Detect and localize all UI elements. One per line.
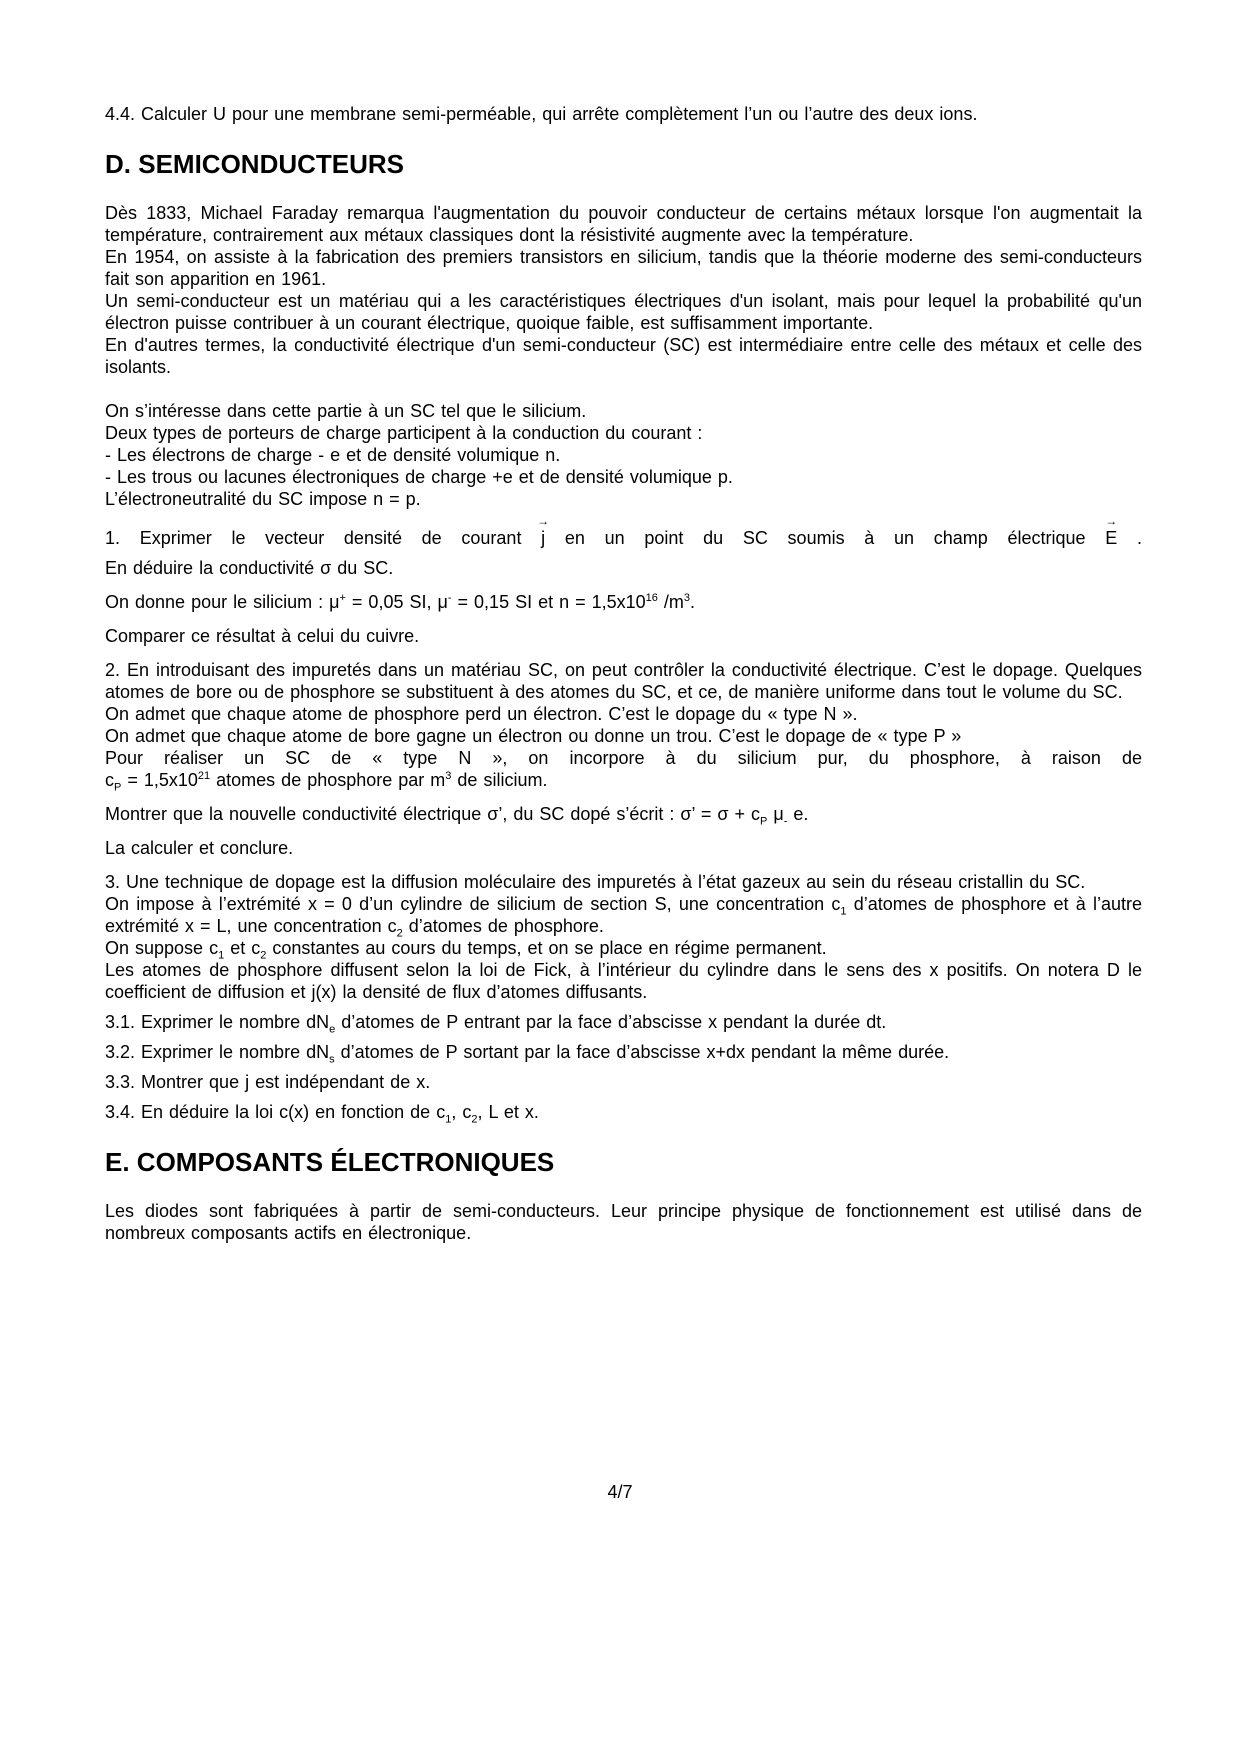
text-run: En déduire la conductivité σ du SC. (105, 558, 394, 578)
paragraph (105, 422, 1142, 444)
subscript-text: P (114, 781, 122, 794)
text-run: Un semi-conducteur est un matériau qui a les caractéristiques électriques d'un isolant, mais pour lequel la probabilité qu'un électron puisse contribuer à un courant électrique, quoique faible, est suffisamment importante. (105, 291, 1142, 333)
text-run: constantes au cours du temps, et on se place en régime permanent. (266, 938, 827, 958)
text-run: d’atomes de P sortant par la face d’abscisse x+dx pendant la même durée. (334, 1042, 950, 1062)
text-run: Dès 1833, Michael Faraday remarqua l'augmentation du pouvoir conducteur de certains métaux lorsque l'on augmentait la température, contrairement aux métaux classiques dont la résistivité augmente avec la température. (105, 203, 1142, 245)
paragraph (105, 625, 1142, 647)
text-run: . (1117, 528, 1142, 548)
section-heading (105, 149, 1142, 180)
text-run: 3.1. Exprimer le nombre dN (105, 1012, 330, 1032)
paragraph (105, 725, 1142, 747)
text-run: d’atomes de phosphore. (402, 916, 604, 936)
subscript-text: e (329, 1023, 336, 1036)
text-run: L’électroneutralité du SC impose n = p. (105, 489, 421, 509)
text-run: 3.4. En déduire la loi c(x) en fonction de c (105, 1102, 446, 1122)
paragraph (105, 488, 1142, 510)
paragraph (105, 557, 1142, 579)
vector-symbol: j → (541, 527, 545, 549)
text-run: et c (224, 938, 261, 958)
paragraph (105, 466, 1142, 488)
superscript-text: 3 (683, 592, 691, 604)
superscript-text: - (447, 592, 452, 604)
subscript-text: 2 (471, 1113, 478, 1126)
text-run: μ (767, 804, 784, 824)
document-body (105, 103, 1142, 1244)
text-run: c (105, 770, 114, 790)
text-run: e. (787, 804, 809, 824)
paragraph (105, 803, 1142, 828)
text-run: Les atomes de phosphore diffusent selon la loi de Fick, à l’intérieur du cylindre dans le sens des x positifs. On notera D le coefficient de diffusion et j(x) la densité de flux d’atomes diffusants. (105, 960, 1142, 1002)
paragraph (105, 769, 1142, 794)
text-run: On admet que chaque atome de bore gagne un électron ou donne un trou. C’est le dopage de « type P » (105, 726, 962, 746)
text-run: Deux types de porteurs de charge participent à la conduction du courant : (105, 423, 703, 443)
paragraph (105, 893, 1142, 940)
text-run: 3. Une technique de dopage est la diffusion moléculaire des impuretés à l’état gazeux au sein du réseau cristallin du SC. (105, 872, 1086, 892)
paragraph (105, 400, 1142, 422)
subscript-text: 2 (260, 949, 267, 962)
paragraph (105, 518, 1142, 549)
section-heading (105, 1147, 1142, 1178)
text-run: En 1954, on assiste à la fabrication des premiers transistors en silicium, tandis que la théorie moderne des semi-conducteurs fait son apparition en 1961. (105, 247, 1142, 289)
text-run: = 0,05 SI, μ (345, 592, 448, 612)
text-run: 1. Exprimer le vecteur densité de courant (105, 528, 542, 548)
subscript-text: 1 (840, 905, 847, 918)
paragraph (105, 871, 1142, 893)
text-run: On s’intéresse dans cette partie à un SC tel que le silicium. (105, 401, 587, 421)
text-run: E. COMPOSANTS ÉLECTRONIQUES (105, 1147, 555, 1177)
text-run: Les diodes sont fabriquées à partir de semi-conducteurs. Leur principe physique de fonctionnement est utilisé dans de nombreux composants actifs en électronique. (105, 1201, 1142, 1243)
text-run: = 0,15 SI et n = 1,5x10 (451, 592, 646, 612)
text-run: D. SEMICONDUCTEURS (105, 149, 405, 179)
subscript-text: 1 (445, 1113, 452, 1126)
superscript-text: 16 (645, 592, 658, 604)
paragraph (105, 1011, 1142, 1036)
subscript-text: - (783, 815, 788, 828)
superscript-text: 3 (445, 770, 452, 782)
text-run: 4.4. Calculer U pour une membrane semi-perméable, qui arrête complètement l’un ou l’autre des deux ions. (105, 104, 978, 124)
paragraph (105, 444, 1142, 466)
paragraph (105, 1101, 1142, 1126)
text-run: On admet que chaque atome de phosphore perd un électron. C’est le dopage du « type N ». (105, 704, 858, 724)
text-run: Comparer ce résultat à celui du cuivre. (105, 626, 420, 646)
paragraph (105, 334, 1142, 378)
paragraph (105, 202, 1142, 246)
paragraph (105, 246, 1142, 290)
paragraph (105, 659, 1142, 703)
text-run: , L et x. (477, 1102, 539, 1122)
text-run: - Les électrons de charge - e et de densité volumique n. (105, 445, 561, 465)
text-run: On suppose c (105, 938, 219, 958)
text-run: . (690, 592, 696, 612)
superscript-text: 21 (197, 770, 211, 782)
subscript-text: 1 (218, 949, 225, 962)
text-run: de silicium. (451, 770, 548, 790)
text-run: 2. En introduisant des impuretés dans un matériau SC, on peut contrôler la conductivité électrique. C’est le dopage. Quelques atomes de bore ou de phosphore se substituent à des atomes du SC, et ce, de manière uniforme dans tout le volume du SC. (105, 660, 1142, 702)
subscript-text: s (329, 1053, 335, 1066)
text-run: En d'autres termes, la conductivité électrique d'un semi-conducteur (SC) est intermédiaire entre celle des métaux et celle des isolants. (105, 335, 1142, 377)
paragraph (105, 103, 1142, 125)
superscript-text: + (339, 592, 346, 604)
paragraph (105, 290, 1142, 334)
paragraph (105, 1200, 1142, 1244)
text-run: /m (657, 592, 684, 612)
text-run: = 1,5x10 (121, 770, 198, 790)
text-run: d’atomes de phosphore et à l’autre extrémité x = L, une concentration c (105, 894, 1142, 936)
paragraph (105, 837, 1142, 859)
text-run: Montrer que la nouvelle conductivité électrique σ’, du SC dopé s’écrit : σ’ = σ + c (105, 804, 760, 824)
text-run: d’atomes de P entrant par la face d’abscisse x pendant la durée dt. (335, 1012, 887, 1032)
subscript-text: 2 (396, 927, 403, 940)
text-run: 3.3. Montrer que j est indépendant de x. (105, 1072, 431, 1092)
paragraph (105, 747, 1142, 769)
paragraph (105, 937, 1142, 962)
text-run: Pour réaliser un SC de « type N », on incorpore à du silicium pur, du phosphore, à raison de (105, 748, 1142, 768)
text-run: On donne pour le silicium : μ (105, 592, 340, 612)
paragraph (105, 959, 1142, 1003)
paragraph (105, 1071, 1142, 1093)
paragraph (105, 703, 1142, 725)
text-run: atomes de phosphore par m (210, 770, 446, 790)
page-number: 4/7 (607, 1482, 633, 1502)
text-run: - Les trous ou lacunes électroniques de charge +e et de densité volumique p. (105, 467, 733, 487)
text-run: , c (451, 1102, 472, 1122)
text-run: La calculer et conclure. (105, 838, 294, 858)
paragraph (105, 1041, 1142, 1066)
paragraph (105, 591, 1142, 613)
vector-symbol: E → (1105, 527, 1117, 549)
text-run: 3.2. Exprimer le nombre dN (105, 1042, 330, 1062)
text-run: On impose à l’extrémité x = 0 d’un cylindre de silicium de section S, une concentration c (105, 894, 841, 914)
subscript-text: P (759, 815, 768, 828)
text-run: en un point du SC soumis à un champ électrique (545, 528, 1106, 548)
